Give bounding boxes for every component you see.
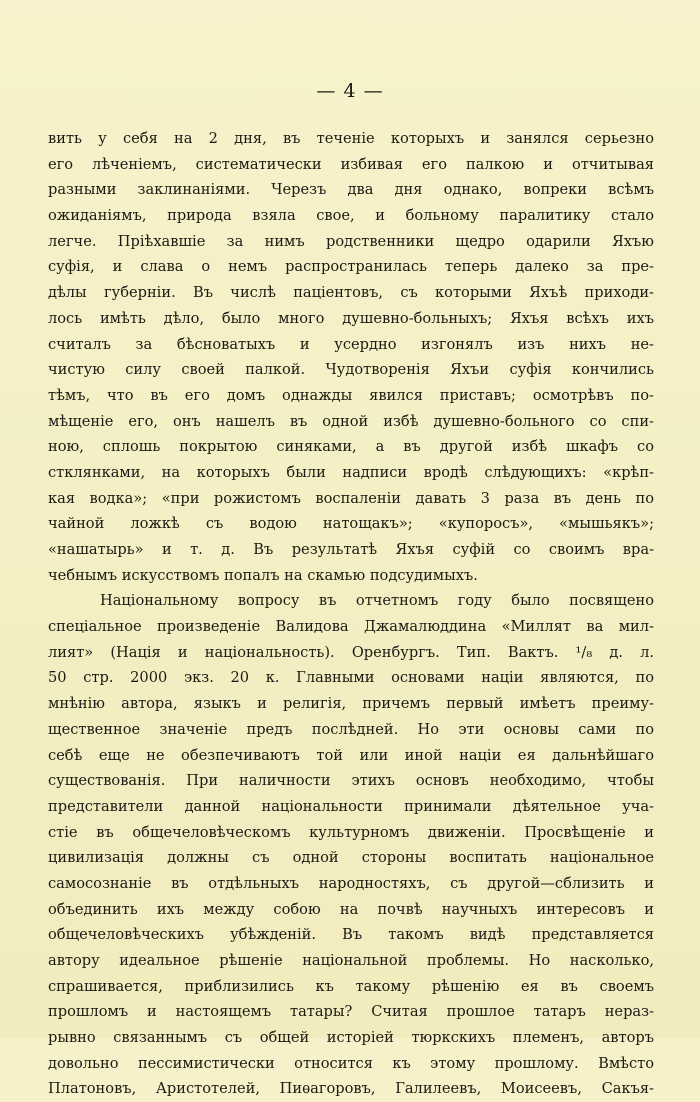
text-line: общечеловѣческихъ убѣжденій. Въ такомъ видѣ представляется [48, 926, 654, 944]
text-line: цивилизація должны съ одной стороны воспитать національное [48, 849, 654, 867]
text-line: ожиданіямъ, природа взяла свое, и больному паралитику стало [48, 207, 654, 225]
text-line: себѣ еще не обезпечиваютъ той или иной націи ея дальнѣйшаго [48, 746, 654, 764]
text-line: ною, сплошь покрытою синяками, а въ другой избѣ шкафъ со [48, 438, 654, 456]
text-line: спеціальное произведеніе Валидова Джамалюддина «Миллят ва мил- [48, 618, 654, 636]
text-line: разными заклинаніями. Черезъ два дня однако, вопреки всѣмъ [48, 181, 654, 199]
text-line: лось имѣть дѣло, было много душевно-больныхъ; Яхъя всѣхъ ихъ [48, 309, 654, 327]
text-line: мѣщеніе его, онъ нашелъ въ одной избѣ душевно-больного со спи- [48, 412, 654, 430]
text-line: лият» (Нація и національность). Оренбургъ. Тип. Вактъ. ¹/₈ д. л. [48, 643, 654, 661]
text-line: чайной ложкѣ съ водою натощакъ»; «купоросъ», «мышьякъ»; [48, 515, 654, 533]
text-line: «нашатырь» и т. д. Въ результатѣ Яхъя суфій со своимъ вра- [48, 541, 654, 558]
text-line: суфія, и слава о немъ распространилась теперь далеко за пре- [48, 258, 654, 276]
text-line: Національному вопросу въ отчетномъ году было посвящено [100, 592, 654, 610]
text-line: стіе въ общечеловѣческомъ культурномъ движеніи. Просвѣщеніе и [48, 823, 654, 841]
text-line: 50 стр. 2000 экз. 20 к. Главными основами націи являются, по [48, 669, 654, 687]
text-line: рывно связаннымъ съ общей исторіей тюркскихъ племенъ, авторъ [48, 1029, 654, 1047]
text-line: прошломъ и настоящемъ татары? Считая прошлое татаръ нераз- [48, 1003, 654, 1021]
text-line: чистую силу своей палкой. Чудотворенія Яхъи суфія кончились [48, 361, 654, 379]
text-line: кая водка»; «при рожистомъ воспаленіи давать 3 раза въ день по [48, 489, 654, 507]
text-line: Платоновъ, Аристотелей, Пиѳагоровъ, Галилеевъ, Моисеевъ, Сакъя- [48, 1080, 654, 1098]
text-line: вить у себя на 2 дня, въ теченіе которыхъ и занялся серьезно [48, 130, 654, 147]
text-line: представители данной національности принимали дѣятельное уча- [48, 797, 654, 815]
page-number: — 4 — [316, 80, 384, 102]
text-line: объединить ихъ между собою на почвѣ научныхъ интересовъ и [48, 900, 654, 918]
text-line: его лѣченіемъ, систематически избивая его палкою и отчитывая [48, 155, 654, 173]
text-line: довольно пессимистически относится къ этому прошлому. Вмѣсто [48, 1054, 654, 1072]
text-line: дѣлы губерніи. Въ числѣ паціентовъ, съ которыми Яхъѣ приходи- [48, 284, 654, 302]
text-line: существованія. При наличности этихъ основъ необходимо, чтобы [48, 772, 654, 790]
text-line: самосознаніе въ отдѣльныхъ народностяхъ, съ другой—сблизить и [48, 874, 654, 892]
text-line: автору идеальное рѣшеніе національной проблемы. Но насколько, [48, 952, 654, 969]
text-line: стклянками, на которыхъ были надписи вродѣ слѣдующихъ: «крѣп- [48, 463, 654, 481]
text-line: мнѣнію автора, языкъ и религія, причемъ первый имѣетъ преиму- [48, 695, 654, 713]
text-line: спрашивается, приблизились къ такому рѣшенію ея въ своемъ [48, 977, 654, 995]
text-line: щественное значеніе предъ послѣдней. Но эти основы сами по [48, 720, 654, 738]
text-line: чебнымъ искусствомъ попалъ на скамью подсудимыхъ. [48, 566, 478, 584]
text-line: считалъ за бѣсноватыхъ и усердно изгонялъ изъ нихъ не- [48, 335, 654, 353]
body-text [48, 126, 654, 1102]
text-line: тѣмъ, что въ его домъ однажды явился приставъ; осмотрѣвъ по- [48, 386, 654, 404]
text-line: легче. Пріѣхавшіе за нимъ родственники щедро одарили Яхъю [48, 232, 654, 250]
